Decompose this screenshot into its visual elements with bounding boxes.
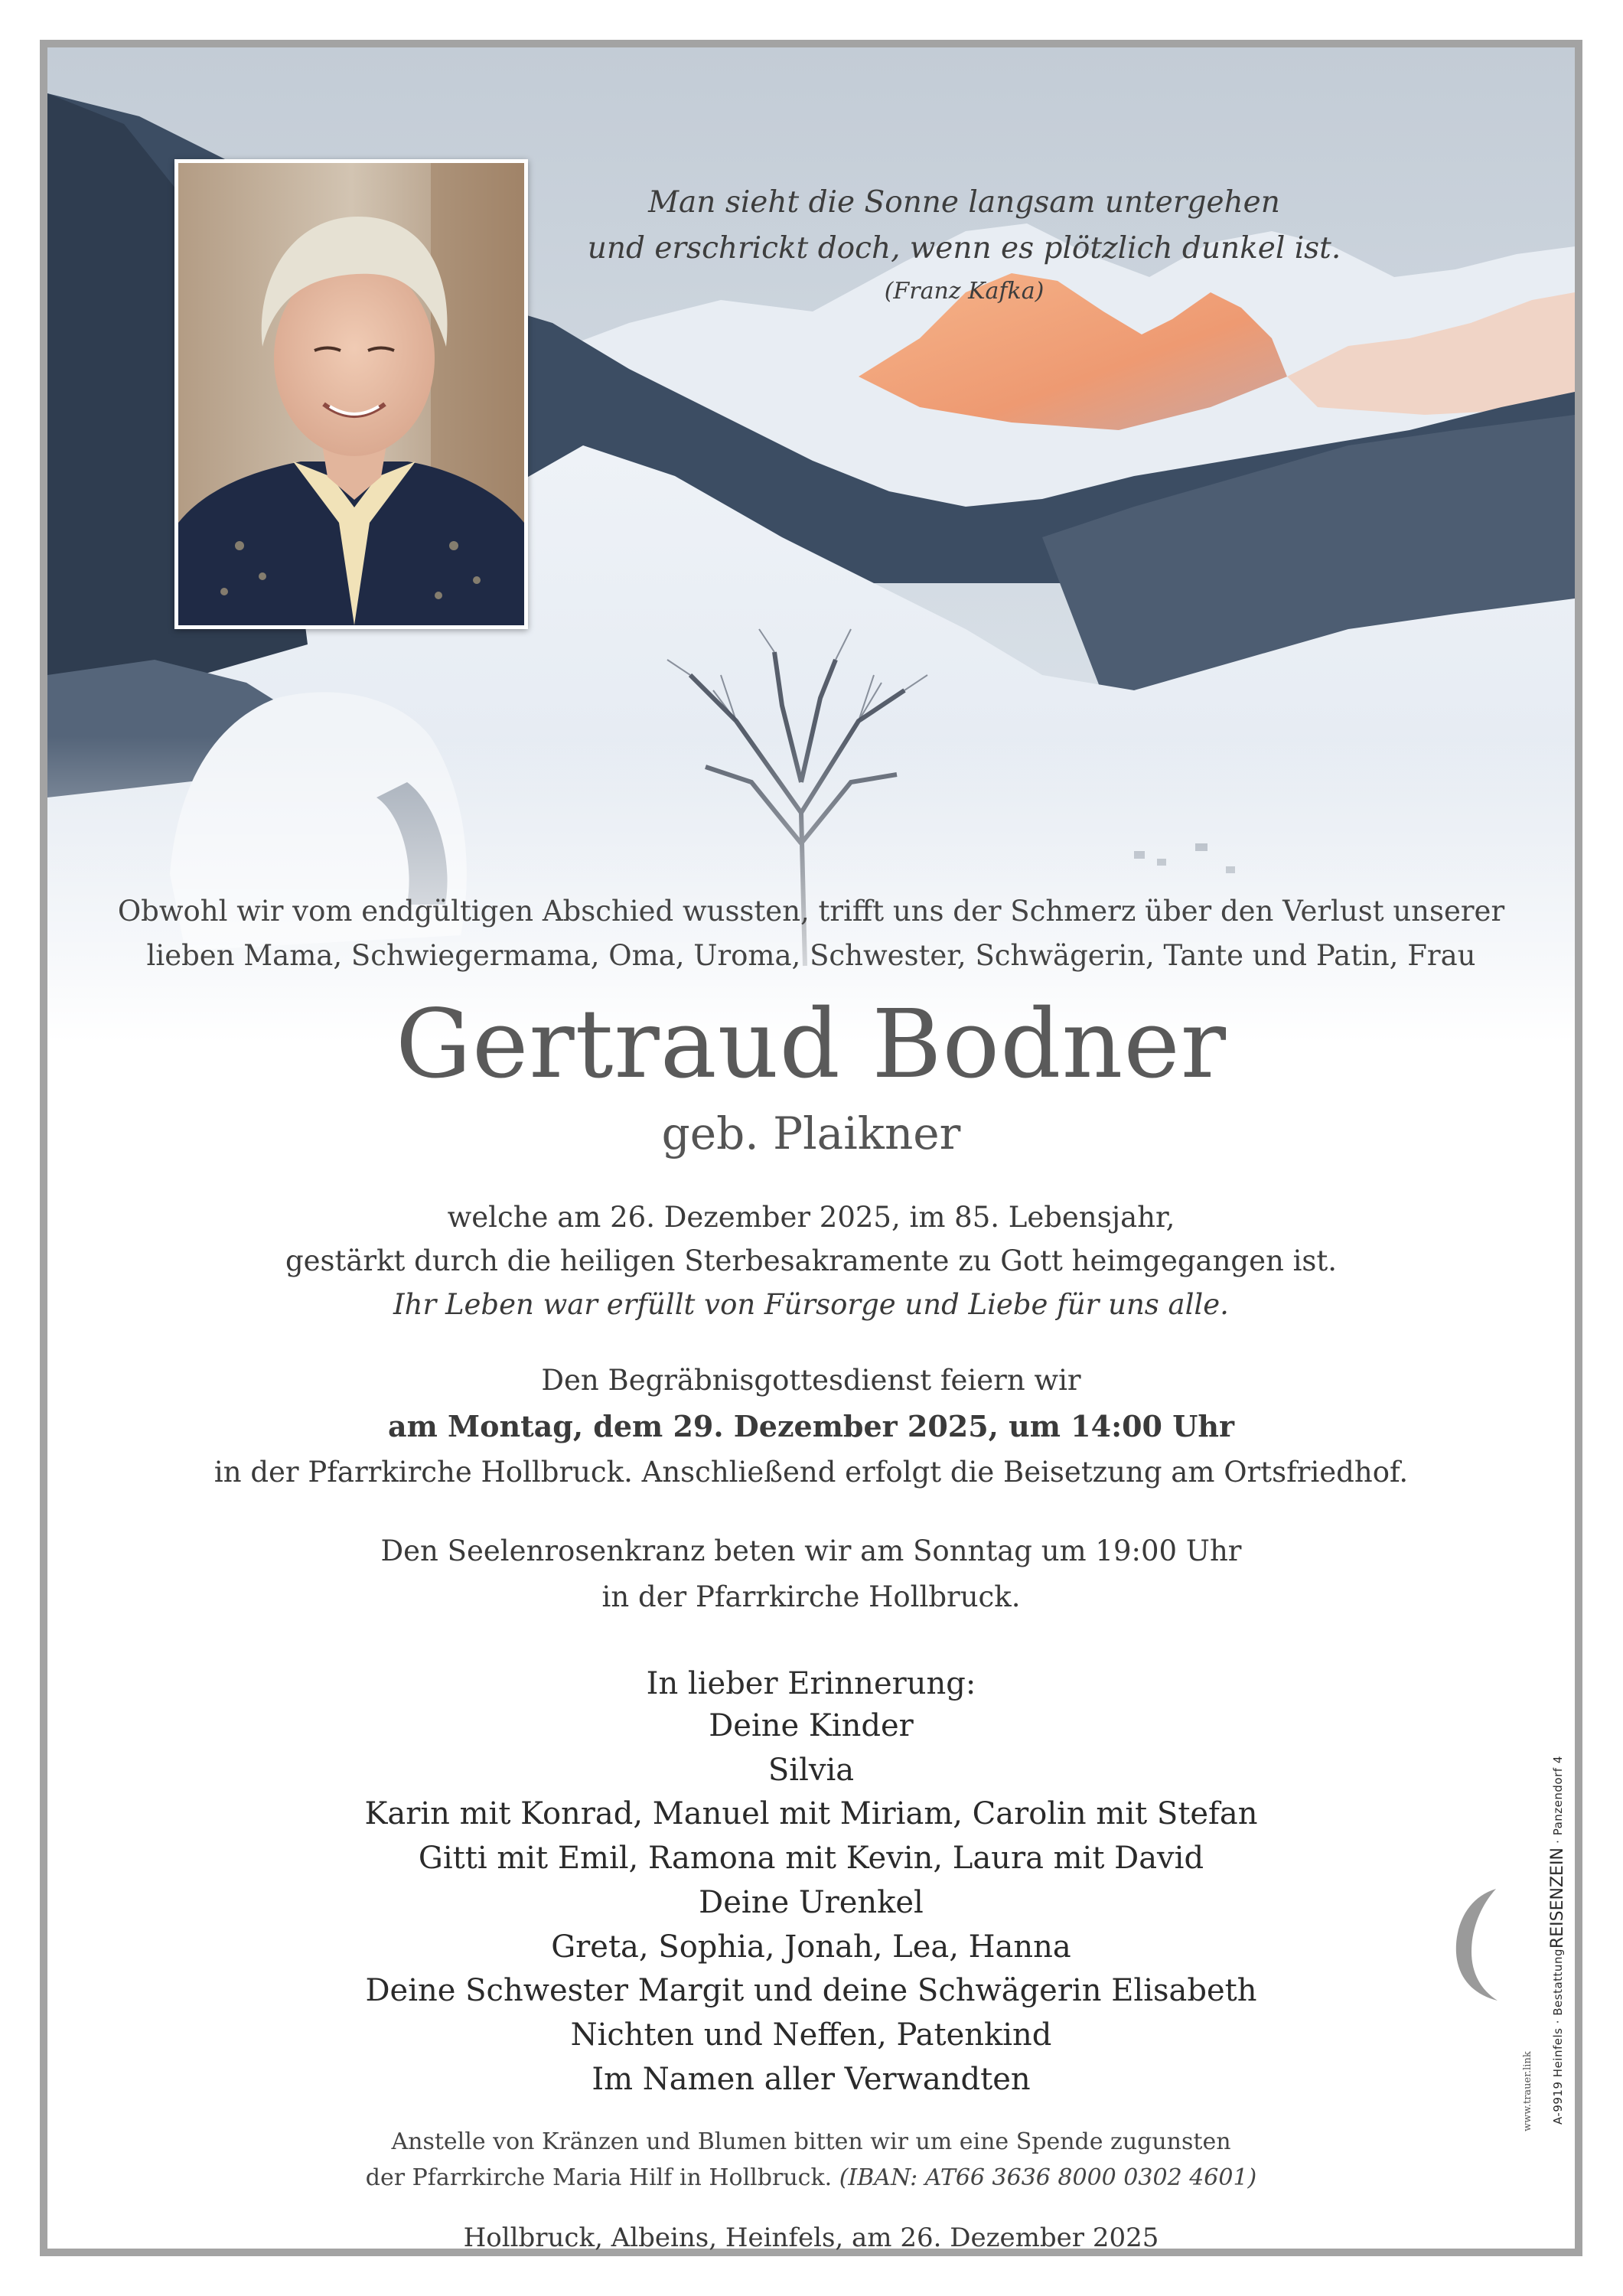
- imprint-brand: REISENZEIN: [1548, 1848, 1567, 1949]
- quote-author: (Franz Kafka): [884, 278, 1045, 305]
- donation-line-2: [47, 2160, 1575, 2196]
- intro-text: [47, 889, 1575, 978]
- rosary-line-2: in der Pfarrkirche Hollbruck.: [601, 1580, 1021, 1613]
- donation-recipient: der Pfarrkirche Maria Hilf in Hollbruck.: [365, 2164, 833, 2191]
- imprint-address-left: A-9919 Heinfels · Bestattung: [1551, 1948, 1565, 2125]
- family-line: Karin mit Konrad, Manuel mit Miriam, Carolin mit Stefan: [364, 1796, 1258, 1832]
- kafka-quote: [582, 180, 1347, 310]
- death-notice-line-1: welche am 26. Dezember 2025, im 85. Lebensjahr,: [447, 1201, 1175, 1234]
- imprint-address-right: · Panzendorf 4: [1551, 1756, 1565, 1844]
- crescent-moon-logo-icon: [1450, 1883, 1511, 2005]
- funeral-line-1: Den Begräbnisgottesdienst feiern wir: [541, 1364, 1081, 1397]
- intro-line-2: lieben Mama, Schwiegermama, Oma, Uroma, Schwester, Schwägerin, Tante und Patin, Frau: [146, 939, 1476, 972]
- family-line: Deine Kinder: [709, 1708, 914, 1743]
- memory-title: In lieber Erinnerung:: [646, 1666, 976, 1701]
- rosary-info: [47, 1528, 1575, 1620]
- funeral-date-time: am Montag, dem 29. Dezember 2025, um 14:00 Uhr: [387, 1409, 1234, 1443]
- family-line: Deine Urenkel: [699, 1884, 924, 1920]
- donation-line-1: Anstelle von Kränzen und Blumen bitten wir um eine Spende zugunsten: [391, 2128, 1231, 2155]
- family-line: Deine Schwester Margit und deine Schwägerin Elisabeth: [365, 1973, 1257, 2009]
- funeral-line-3: in der Pfarrkirche Hollbruck. Anschließend erfolgt die Beisetzung am Ortsfriedhof.: [213, 1456, 1409, 1489]
- quote-line-1: Man sieht die Sonne langsam untergehen: [648, 185, 1280, 220]
- quote-line-2: und erschrickt doch, wenn es plötzlich dunkel ist.: [587, 231, 1341, 266]
- donation-iban: (IBAN: AT66 3636 8000 0302 4601): [839, 2164, 1257, 2191]
- deceased-name: Gertraud Bodner: [395, 990, 1227, 1100]
- imprint-address: [1548, 1703, 1571, 2177]
- death-notice-line-2: gestärkt durch die heiligen Sterbesakramente zu Gott heimgegangen ist.: [285, 1244, 1338, 1277]
- maiden-name: geb. Plaikner: [661, 1107, 961, 1159]
- death-notice: [47, 1195, 1575, 1326]
- family-line: Nichten und Neffen, Patenkind: [570, 2017, 1052, 2053]
- family-list: [47, 1704, 1575, 2102]
- intro-line-1: Obwohl wir vom endgültigen Abschied wussten, trifft uns der Schmerz über den Verlust unserer: [117, 895, 1505, 928]
- rosary-line-1: Den Seelenrosenkranz beten wir am Sonntag um 19:00 Uhr: [380, 1534, 1242, 1567]
- funeral-info: [47, 1358, 1575, 1495]
- funeral-home-imprint: [1511, 1703, 1580, 2177]
- portrait-photo: [174, 159, 528, 629]
- family-line: Im Namen aller Verwandten: [592, 2061, 1031, 2097]
- imprint-url: www.trauer.link: [1522, 2051, 1533, 2131]
- family-line: Gitti mit Emil, Ramona mit Kevin, Laura mit David: [418, 1841, 1204, 1877]
- death-notice-line-3: Ihr Leben war erfüllt von Fürsorge und Liebe für uns alle.: [393, 1288, 1229, 1321]
- family-line: Greta, Sophia, Jonah, Lea, Hanna: [551, 1929, 1071, 1965]
- donation-request: [47, 2124, 1575, 2196]
- family-line: Silvia: [768, 1752, 855, 1788]
- place-and-date: Hollbruck, Albeins, Heinfels, am 26. Dezember 2025: [463, 2223, 1159, 2253]
